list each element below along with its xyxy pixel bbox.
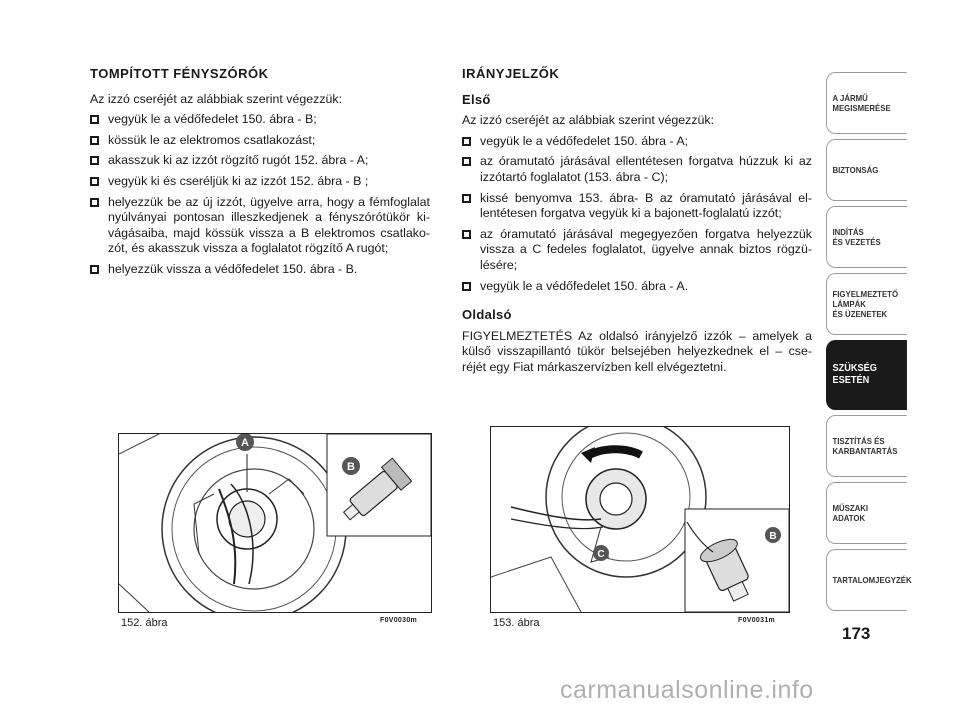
- list-item: az óramutató járásával ellentétesen forgatva húzzuk ki az izzótartó foglalatot (153. ábra - C);: [462, 154, 812, 185]
- callout-label-b: B: [769, 531, 777, 542]
- list-item: akasszuk ki az izzót rögzítő rugót 152. ábra - A;: [90, 153, 430, 169]
- front-indicator-steps: [462, 134, 812, 294]
- list-item: vegyük ki és cseréljük ki az izzót 152. ábra - B ;: [90, 174, 430, 190]
- section-heading-indicators: IRÁNYJELZŐK: [462, 66, 560, 81]
- list-item: vegyük le a védőfedelet 150. ábra - B;: [90, 112, 430, 128]
- list-item: kissé benyomva 153. ábra- B az óramutató járásával el-lentétesen forgatva vegyük ki a bajonett-foglalatú izzót;: [462, 191, 812, 222]
- checkbox-bullet-icon: [90, 156, 99, 165]
- figure-153-illustration: [490, 426, 790, 613]
- checkbox-bullet-icon: [90, 198, 99, 207]
- checkbox-bullet-icon: [462, 137, 471, 146]
- checkbox-bullet-icon: [462, 282, 471, 291]
- tab-warning-lights[interactable]: FIGYELMEZTETŐ LÁMPÁK ÉS ÜZENETEK: [826, 273, 907, 335]
- list-item: helyezzük vissza a védőfedelet 150. ábra - B.: [90, 262, 430, 278]
- tab-starting-driving[interactable]: INDÍTÁS ÉS VEZETÉS: [826, 206, 907, 268]
- tab-emergency[interactable]: SZÜKSÉG ESETÉN: [826, 340, 907, 410]
- intro-text: Az izzó cseréjét az alábbiak szerint végezzük:: [462, 113, 715, 128]
- figure-152-caption: 152. ábra: [121, 617, 168, 629]
- checkbox-bullet-icon: [462, 230, 471, 239]
- figure-153-code: F0V0031m: [738, 617, 776, 624]
- figure-152-illustration: [118, 433, 432, 613]
- section-heading-low-beam: TOMPÍTOTT FÉNYSZÓRÓK: [90, 66, 269, 81]
- warning-text: FIGYELMEZTETÉS Az oldalsó irányjelző izzók – amelyek a külső visszapillantó tükör belsejében helyezkednek el – cse-réjét egy Fiat márkaszervízben kell elvégeztetni.: [462, 328, 812, 374]
- tab-safety[interactable]: BIZTONSÁG: [826, 139, 907, 201]
- callout-label-b: B: [347, 461, 355, 473]
- checkbox-bullet-icon: [90, 265, 99, 274]
- figure-152-code: F0V0030m: [380, 617, 418, 624]
- subheading-side: Oldalsó: [462, 307, 512, 323]
- callout-label-a: A: [241, 437, 249, 449]
- tab-vehicle-overview[interactable]: A JÁRMŰ MEGISMERÉSE: [826, 72, 907, 134]
- list-item: kössük le az elektromos csatlakozást;: [90, 133, 430, 149]
- checkbox-bullet-icon: [90, 136, 99, 145]
- left-column: [90, 66, 430, 283]
- figure-153-caption: 153. ábra: [493, 617, 540, 629]
- tab-maintenance[interactable]: TISZTÍTÁS ÉS KARBANTARTÁS: [826, 415, 907, 477]
- checkbox-bullet-icon: [462, 157, 471, 166]
- callout-label-c: C: [597, 549, 605, 560]
- intro-text: Az izzó cseréjét az alábbiak szerint végezzük:: [90, 91, 343, 106]
- subheading-front: Első: [462, 91, 491, 107]
- list-item: vegyük le a védőfedelet 150. ábra - A.: [462, 279, 812, 295]
- page-number: 173: [842, 624, 871, 643]
- tab-index[interactable]: TARTALOMJEGYZÉK: [826, 549, 907, 611]
- list-item: helyezzük be az új izzót, ügyelve arra, hogy a fémfoglalat nyúlványai pontosan illeszkedjenek a fényszórótükör ki-vágásaiba, majd kössük vissza a B elektromos csatlako-zót, és akasszuk vissza a foglalatot rögzítő A rugót;: [90, 195, 430, 257]
- list-item: az óramutató járásával megegyezően forgatva helyezzük vissza a C fedeles foglalatot, ügyelve annak biztos rögzü-lésére;: [462, 227, 812, 274]
- watermark: carmanualsonline.info: [560, 676, 814, 704]
- low-beam-steps: [90, 112, 430, 277]
- list-item: vegyük le a védőfedelet 150. ábra - A;: [462, 134, 812, 150]
- tab-technical-data[interactable]: MŰSZAKI ADATOK: [826, 482, 907, 544]
- checkbox-bullet-icon: [90, 115, 99, 124]
- checkbox-bullet-icon: [90, 177, 99, 186]
- checkbox-bullet-icon: [462, 194, 471, 203]
- right-column: [462, 66, 812, 381]
